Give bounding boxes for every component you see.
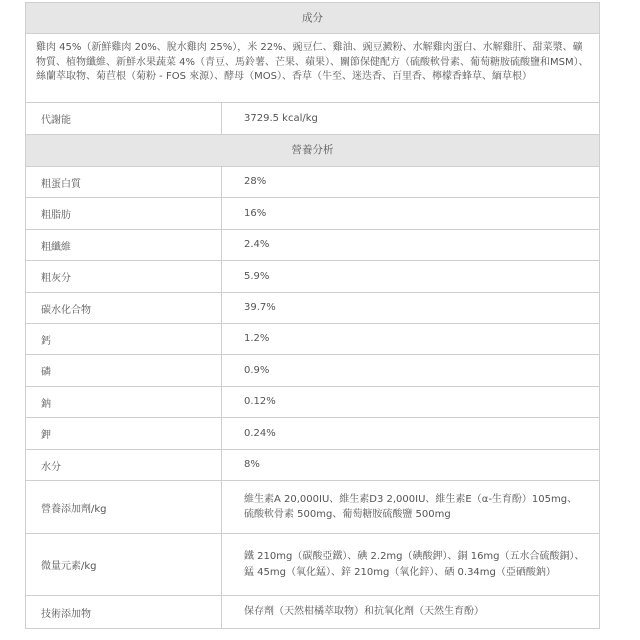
row-value: 28%: [244, 176, 267, 188]
table-row: [26, 355, 599, 387]
table-row: [26, 324, 599, 355]
row-label: 鈉: [26, 387, 222, 417]
row-value: 8%: [244, 459, 260, 471]
table-row: [26, 167, 599, 198]
ingredients-text: 雞肉 45%（新鮮雞肉 20%、脫水雞肉 25%），米 22%、豌豆仁、雞油、豌豆澱粉、水解雞肉蛋白、水解雞肝、甜菜漿、礦物質、植物纖維、新鮮水果蔬菜 4%（青豆、馬鈴薯、芒果、蘋果）、關節保健配方（硫酸軟骨素、葡萄糖胺硫酸鹽和MSM）、絲蘭萃取物、菊苣根（菊粉 - FOS 來源）、酵母（MOS）、香草（牛至、迷迭香、百里香、檸檬香蜂草、緬草根）: [26, 34, 599, 103]
row-value: 鐵 210mg（碳酸亞鐵）、碘 2.2mg（碘酸鉀）、銅 16mg（五水合硫酸銅）、錳 45mg（氧化錳）、鋅 210mg（氧化鋅）、硒 0.34mg（亞硒酸鈉）: [244, 551, 585, 578]
row-label: 粗纖維: [26, 230, 222, 260]
row-label: 碳水化合物: [26, 293, 222, 323]
row-label: 粗灰分: [26, 261, 222, 292]
analysis-header: 營養分析: [26, 135, 599, 167]
row-value: 0.24%: [244, 427, 276, 439]
table-row: [26, 418, 599, 450]
table-row: [26, 261, 599, 293]
table-row: [26, 481, 599, 534]
row-value: 0.9%: [244, 364, 270, 376]
row-label: 技術添加物: [26, 596, 222, 628]
table-row: [26, 198, 599, 230]
row-value: 保存劑（天然柑橘萃取物）和抗氧化劑（天然生育酚）: [244, 606, 484, 618]
metabolic-energy-row: [26, 103, 599, 135]
table-row: [26, 293, 599, 324]
row-label: 磷: [26, 355, 222, 386]
row-label: 營養添加劑/kg: [26, 481, 222, 533]
row-label: 粗蛋白質: [26, 167, 222, 197]
table-row: [26, 534, 599, 596]
row-value: 2.4%: [244, 239, 270, 251]
row-value: 維生素A 20,000IU、維生素D3 2,000IU、維生素E（α-生育酚）105mg、硫酸軟骨素 500mg、葡萄糖胺硫酸鹽 500mg: [244, 493, 578, 520]
row-value: 39.7%: [244, 302, 276, 314]
row-label: 鉀: [26, 418, 222, 449]
row-label: 代謝能: [26, 103, 222, 134]
row-value: 3729.5 kcal/kg: [244, 112, 318, 124]
row-value: 5.9%: [244, 270, 270, 282]
composition-header: 成分: [26, 3, 599, 34]
row-label: 粗脂肪: [26, 198, 222, 229]
row-label: 水分: [26, 450, 222, 480]
table-row: [26, 387, 599, 418]
table-row: [26, 230, 599, 261]
row-label: 微量元素/kg: [26, 534, 222, 595]
row-label: 鈣: [26, 324, 222, 354]
table-row: [26, 596, 599, 629]
row-value: 16%: [244, 207, 267, 219]
table-row: [26, 450, 599, 481]
nutrition-table: [25, 2, 600, 629]
row-value: 0.12%: [244, 396, 276, 408]
row-value: 1.2%: [244, 333, 270, 345]
